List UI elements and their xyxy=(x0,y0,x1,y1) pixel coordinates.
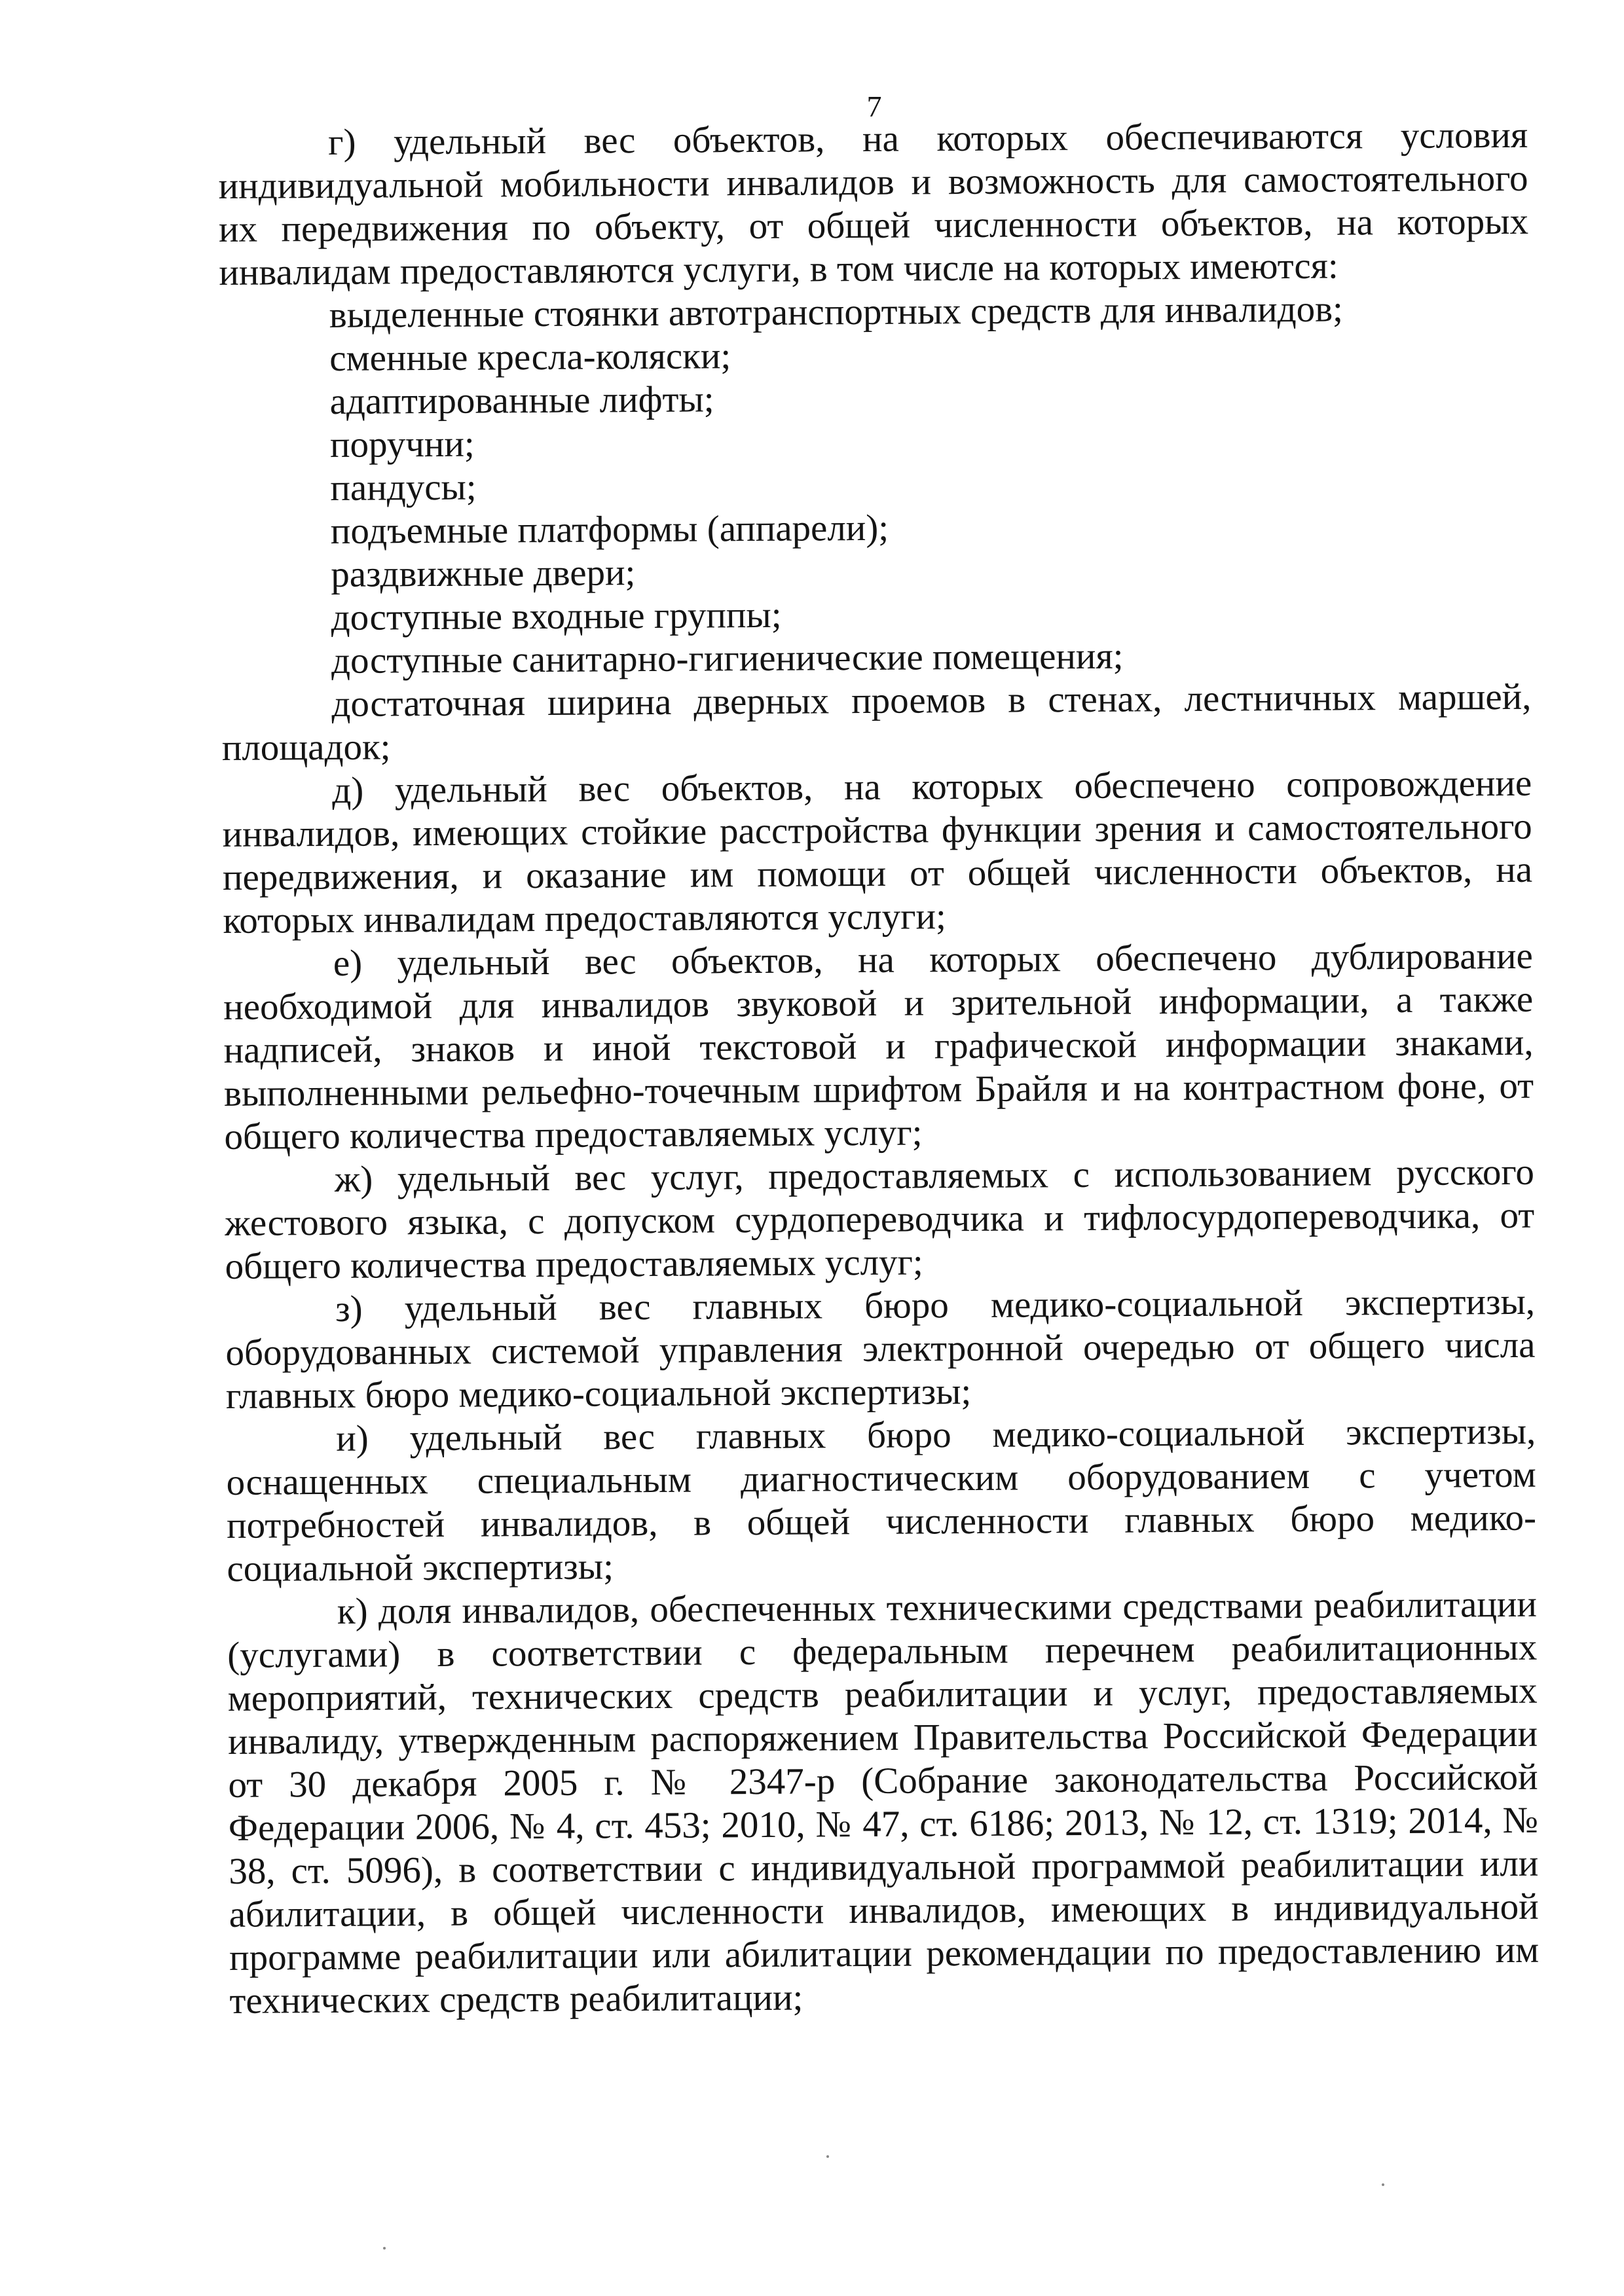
scan-speck xyxy=(383,2247,386,2250)
list-item-sliding-doors: раздвижные двери; xyxy=(331,552,636,595)
list-item-platforms: подъемные платформы (аппарели); xyxy=(330,507,889,552)
list-item-parking: выделенные стоянки автотранспортных средств для инвалидов; xyxy=(329,288,1344,336)
paragraph-k: к) доля инвалидов, обеспеченных техническими средствами реабилитации (услугами) в соответствии с федеральным перечнем реабилитационных мероприятий, технических средств реабилитации и услуг, предоставляемых инвалиду, утвержденным распоряжением Правительства Российской Федерации от 30 декабря 2005 г. № 2347-р (Собрание законодательства Российской Федерации 2006, № 4, ст. 453; 2010, № 47, ст. 6186; 2013, № 12, ст. 1319; 2014, № 38, ст. 5096), в соответствии с индивидуальной программой реабилитации или абилитации, в общей численности инвалидов, имеющих в индивидуальной программе реабилитации или абилитации рекомендации по предоставлению им технических средств реабилитации; xyxy=(227,1583,1540,2022)
paragraph-g: г) удельный вес объектов, на которых обеспечиваются условия индивидуальной мобильности инвалидов и возможность для самостоятельного их передвижения по объекту, от общей численности объектов, на которых инвалидам предоставляются услуги, в том числе на которых имеются: xyxy=(218,114,1529,293)
list-item-wheelchairs: сменные кресла-коляски; xyxy=(329,335,731,379)
paragraph-d: д) удельный вес объектов, на которых обеспечено сопровождение инвалидов, имеющих стойкие расстройства функции зрения и самостоятельного передвижения, и оказание им помощи от общей численности объектов, на которых инвалидам предоставляются услуги; xyxy=(222,762,1533,941)
paragraph-zh: ж) удельный вес услуг, предоставляемых с использованием русского жестового языка, с допуском сурдопереводчика и тифлосурдопереводчика, от общего количества предоставляемых услуг; xyxy=(225,1151,1535,1287)
page-number: 7 xyxy=(866,90,882,123)
list-item-handrails: поручни; xyxy=(329,423,475,465)
list-item-sanitary-rooms: доступные санитарно-гигиенические помещения; xyxy=(331,635,1124,682)
paragraph-e: е) удельный вес объектов, на которых обеспечено дублирование необходимой для инвалидов звуковой и зрительной информации, а также надписей, знаков и иной текстовой и графической информации знаками, выполненными рельефно-точечным шрифтом Брайля и на контрастном фоне, от общего количества предоставляемых услуг; xyxy=(223,935,1534,1157)
document-body xyxy=(218,114,1540,2023)
list-item-elevators: адаптированные лифты; xyxy=(329,378,714,422)
list-item-entrances: доступные входные группы; xyxy=(331,594,782,638)
list-item-door-width: достаточная ширина дверных проемов в стенах, лестничных маршей, площадок; xyxy=(221,676,1532,769)
scan-speck xyxy=(1382,2183,1384,2186)
paragraph-i: и) удельный вес главных бюро медико-социальной экспертизы, оснащенных специальным диагностическим оборудованием с учетом потребностей инвалидов, в общей численности главных бюро медико-социальной экспертизы; xyxy=(226,1410,1537,1590)
list-item-ramps: пандусы; xyxy=(330,466,477,509)
paragraph-z: з) удельный вес главных бюро медико-социальной экспертизы, оборудованных системой управления электронной очередью от общего числа главных бюро медико-социальной экспертизы; xyxy=(225,1281,1536,1417)
scan-speck xyxy=(826,2155,829,2158)
